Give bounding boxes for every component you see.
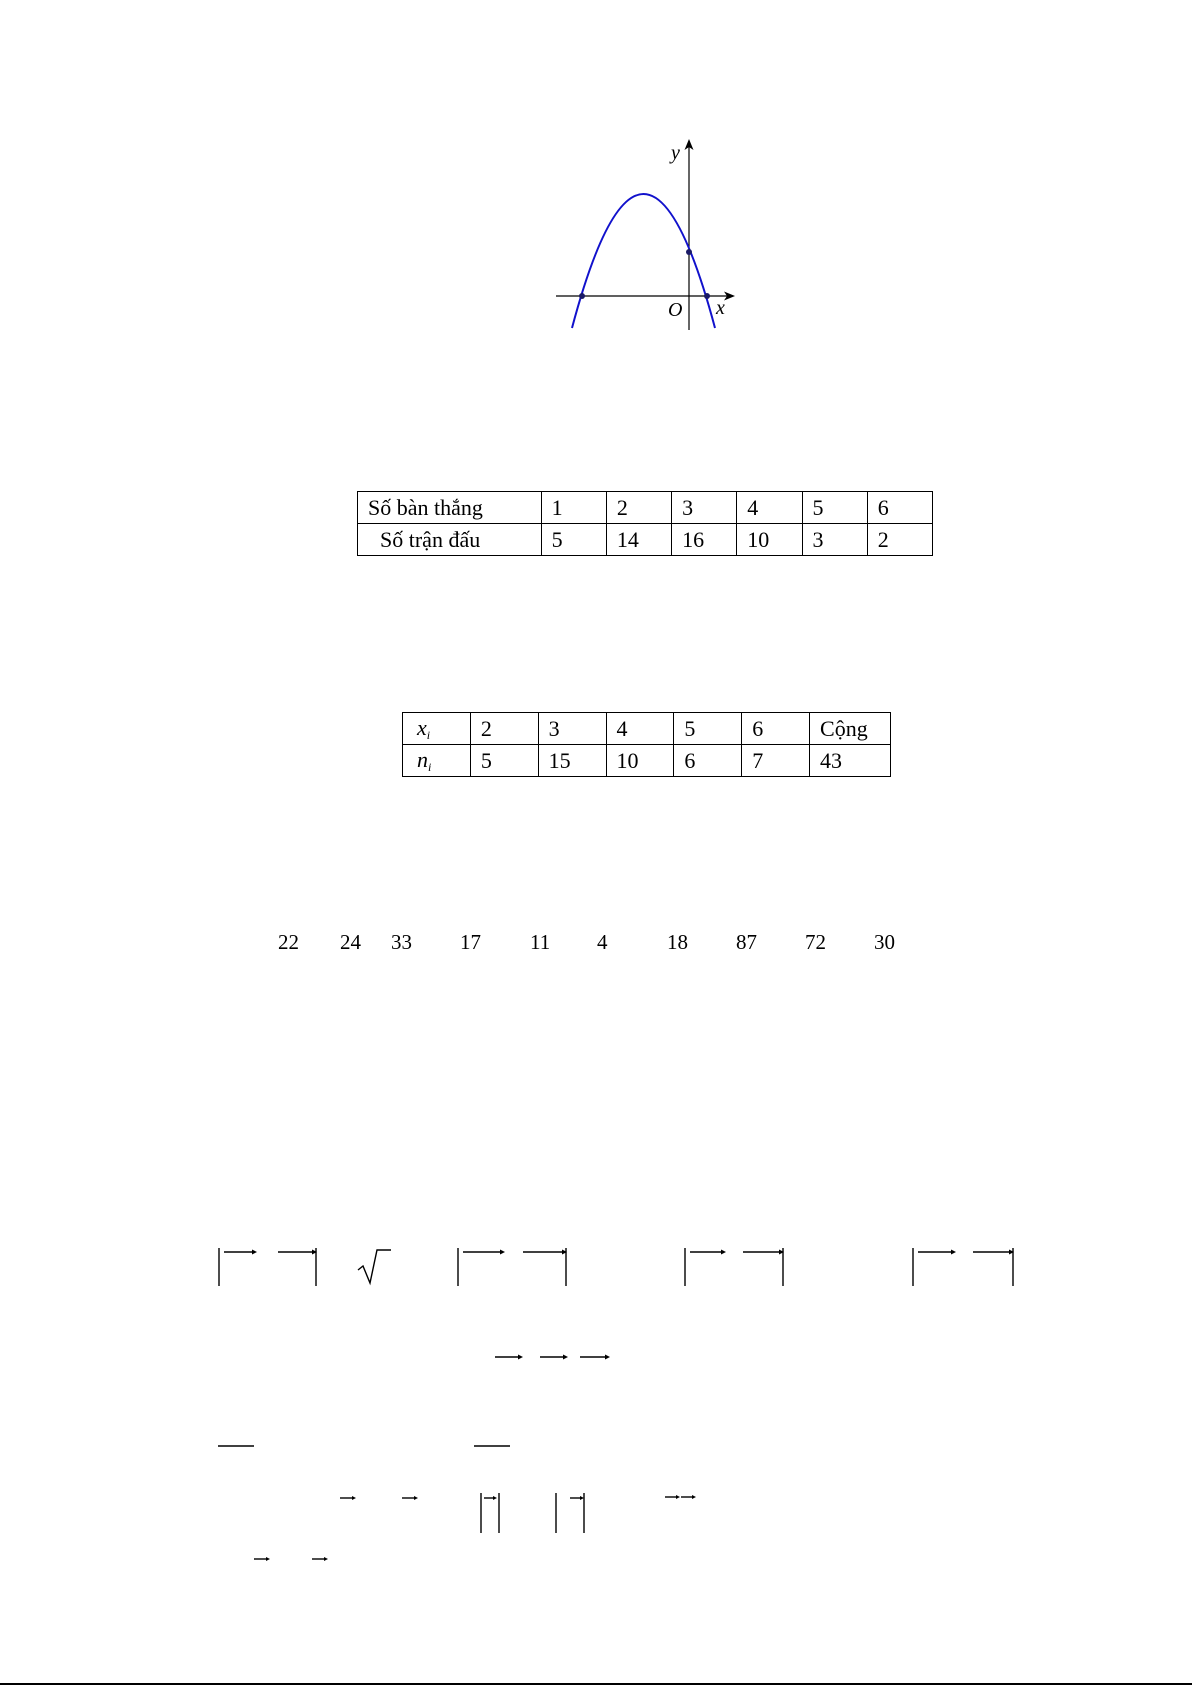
sample-value: 4 [597, 930, 608, 954]
root-point-right [704, 293, 710, 299]
x-value-cell: 5 [674, 713, 742, 745]
match-cell: 10 [737, 524, 802, 556]
sample-value: 72 [805, 930, 826, 954]
x-value-cell: 6 [742, 713, 810, 745]
match-cell: 5 [541, 524, 606, 556]
sample-value: 17 [460, 930, 481, 954]
sample-value: 22 [278, 930, 299, 954]
x-i-header: xi [403, 713, 471, 745]
match-cell: 3 [802, 524, 867, 556]
x-value-cell: 2 [470, 713, 538, 745]
goal-cell: 1 [541, 492, 606, 524]
root-point-left [579, 293, 585, 299]
total-header-cell: Cộng [810, 713, 891, 745]
table-row [403, 713, 891, 745]
n-value-cell: 6 [674, 745, 742, 777]
y-axis-label: y [671, 142, 680, 164]
goals-table [357, 491, 933, 556]
x-value-cell: 3 [538, 713, 606, 745]
table-row [403, 745, 891, 777]
frequency-table [402, 712, 891, 777]
n-value-cell: 10 [606, 745, 674, 777]
sqrt-sign-icon [358, 1250, 391, 1283]
goal-cell: 4 [737, 492, 802, 524]
goal-cell: 5 [802, 492, 867, 524]
goal-cell: 6 [867, 492, 932, 524]
goal-cell: 3 [672, 492, 737, 524]
match-cell: 14 [606, 524, 671, 556]
y-intercept-point [686, 249, 692, 255]
x-axis-label: x [716, 297, 725, 319]
goal-cell: 2 [606, 492, 671, 524]
sample-value: 87 [736, 930, 757, 954]
vector-notation-fragments [0, 1230, 1192, 1570]
n-value-cell: 5 [470, 745, 538, 777]
sample-value: 24 [340, 930, 361, 954]
n-value-cell: 15 [538, 745, 606, 777]
match-cell: 16 [672, 524, 737, 556]
total-value-cell: 43 [810, 745, 891, 777]
sample-value: 11 [530, 930, 551, 954]
row-header-goals: Số bàn thắng [358, 492, 542, 524]
parabola-graph [540, 130, 760, 330]
table-row [358, 524, 933, 556]
parabola-curve [572, 194, 715, 328]
origin-label: O [668, 299, 683, 321]
sample-value: 33 [391, 930, 412, 954]
sample-value: 30 [874, 930, 895, 954]
n-i-header: ni [403, 745, 471, 777]
x-value-cell: 4 [606, 713, 674, 745]
row-header-matches: Số trận đấu [358, 524, 542, 556]
n-value-cell: 7 [742, 745, 810, 777]
table-row [358, 492, 933, 524]
sample-value: 18 [667, 930, 688, 954]
match-cell: 2 [867, 524, 932, 556]
